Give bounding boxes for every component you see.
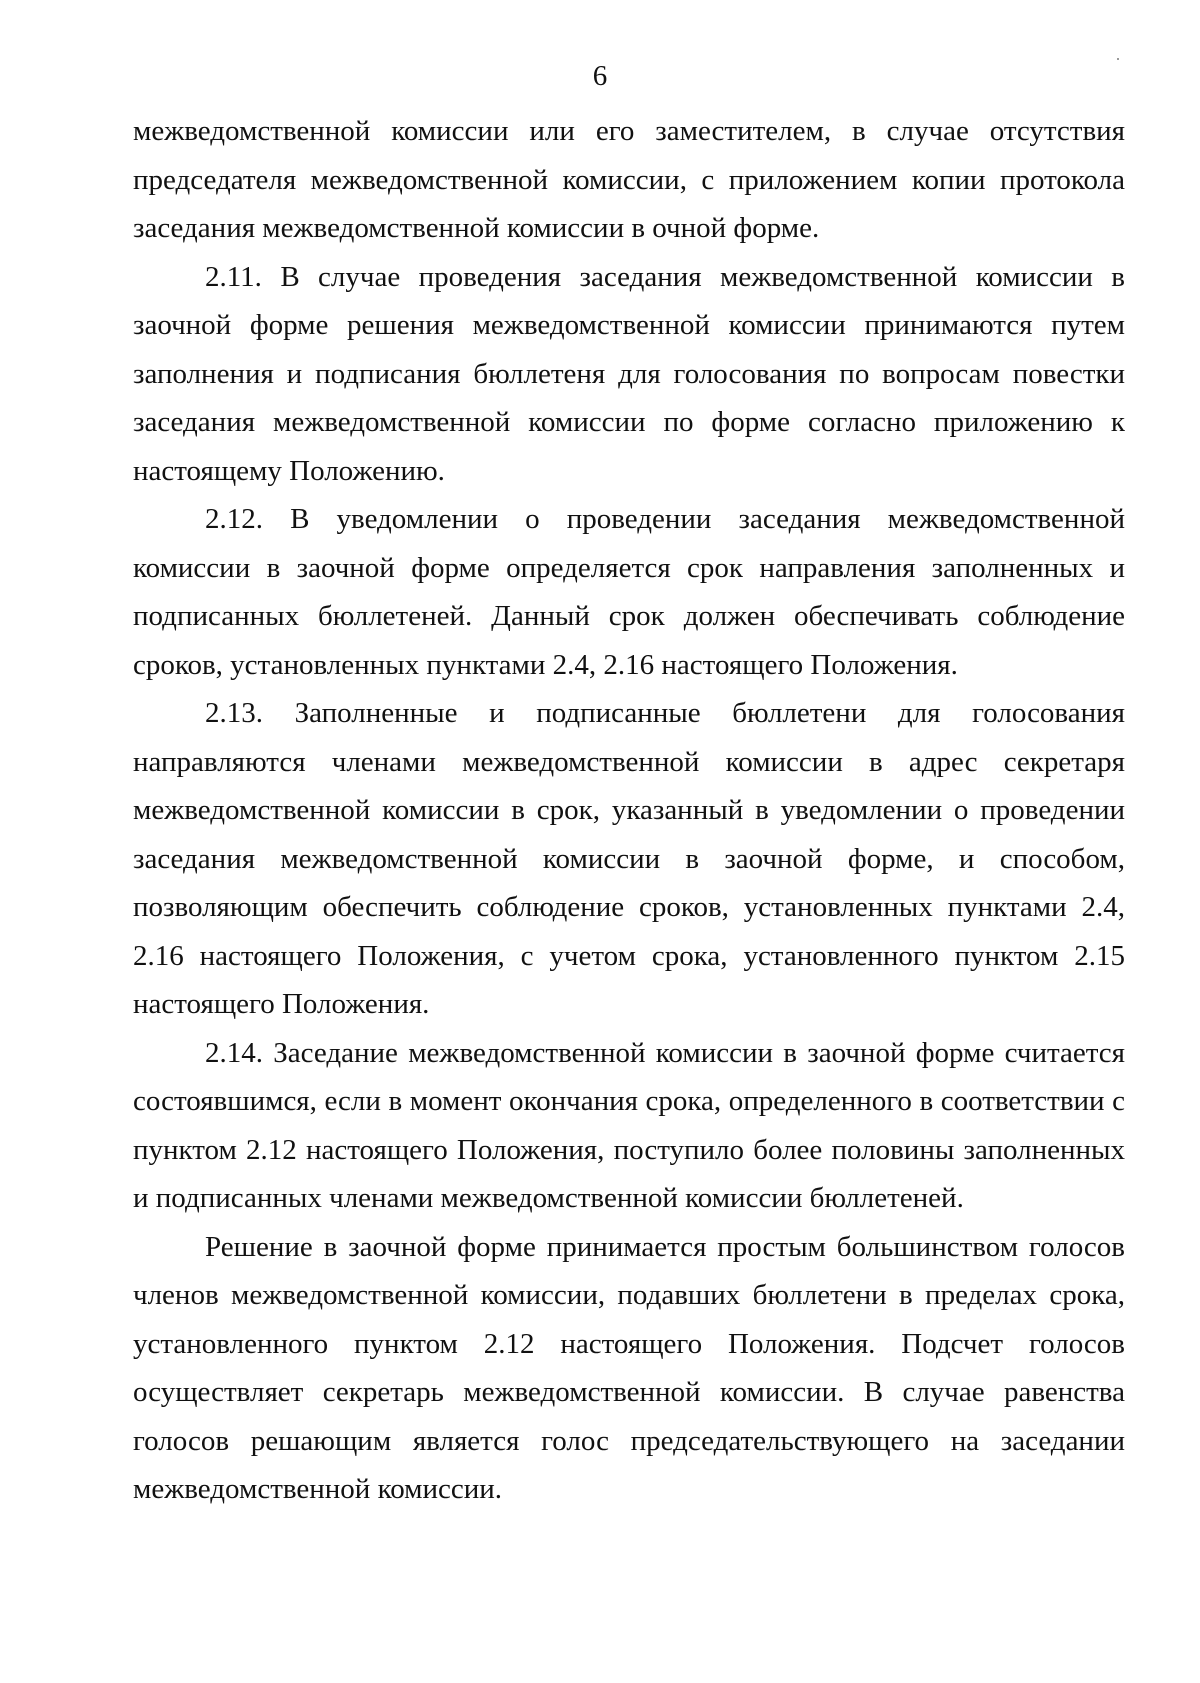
- paragraph-2-13: 2.13. Заполненные и подписанные бюллетени для голосования направляются членами межведомственной комиссии в адрес секретаря межведомственной комиссии в срок, указанный в уведомлении о проведении заседания межведомственной комиссии в заочной форме, и способом, позволяющим обеспечить соблюдение сроков, установленных пунктами 2.4, 2.16 настоящего Положения, с учетом срока, установленного пунктом 2.15 настоящего Положения.: [133, 697, 1125, 1020]
- scan-speck: [1117, 58, 1119, 60]
- document-body: [133, 107, 1125, 1514]
- paragraph-decision: Решение в заочной форме принимается простым большинством голосов членов межведомственной комиссии, подавших бюллетени в пределах срока, установленного пунктом 2.12 настоящего Положения. Подсчет голосов осуществляет секретарь межведомственной комиссии. В случае равенства голосов решающим является голос председательствующего на заседании межведомственной комиссии.: [133, 1230, 1125, 1505]
- paragraph-2-14: 2.14. Заседание межведомственной комиссии в заочной форме считается состоявшимся, если в момент окончания срока, определенного в соответствии с пунктом 2.12 настоящего Положения, поступило более половины заполненных и подписанных членами межведомственной комиссии бюллетеней.: [133, 1036, 1125, 1214]
- paragraph-2-11: 2.11. В случае проведения заседания межведомственной комиссии в заочной форме решения межведомственной комиссии принимаются путем заполнения и подписания бюллетеня для голосования по вопросам повестки заседания межведомственной комиссии по форме согласно приложению к настоящему Положению.: [133, 260, 1125, 487]
- paragraph-2-12: 2.12. В уведомлении о проведении заседания межведомственной комиссии в заочной форме определяется срок направления заполненных и подписанных бюллетеней. Данный срок должен обеспечивать соблюдение сроков, установленных пунктами 2.4, 2.16 настоящего Положения.: [133, 503, 1125, 681]
- paragraph-continuation: межведомственной комиссии или его заместителем, в случае отсутствия председателя межведомственной комиссии, с приложением копии протокола заседания межведомственной комиссии в очной форме.: [133, 115, 1125, 244]
- page-number: 6: [592, 60, 608, 92]
